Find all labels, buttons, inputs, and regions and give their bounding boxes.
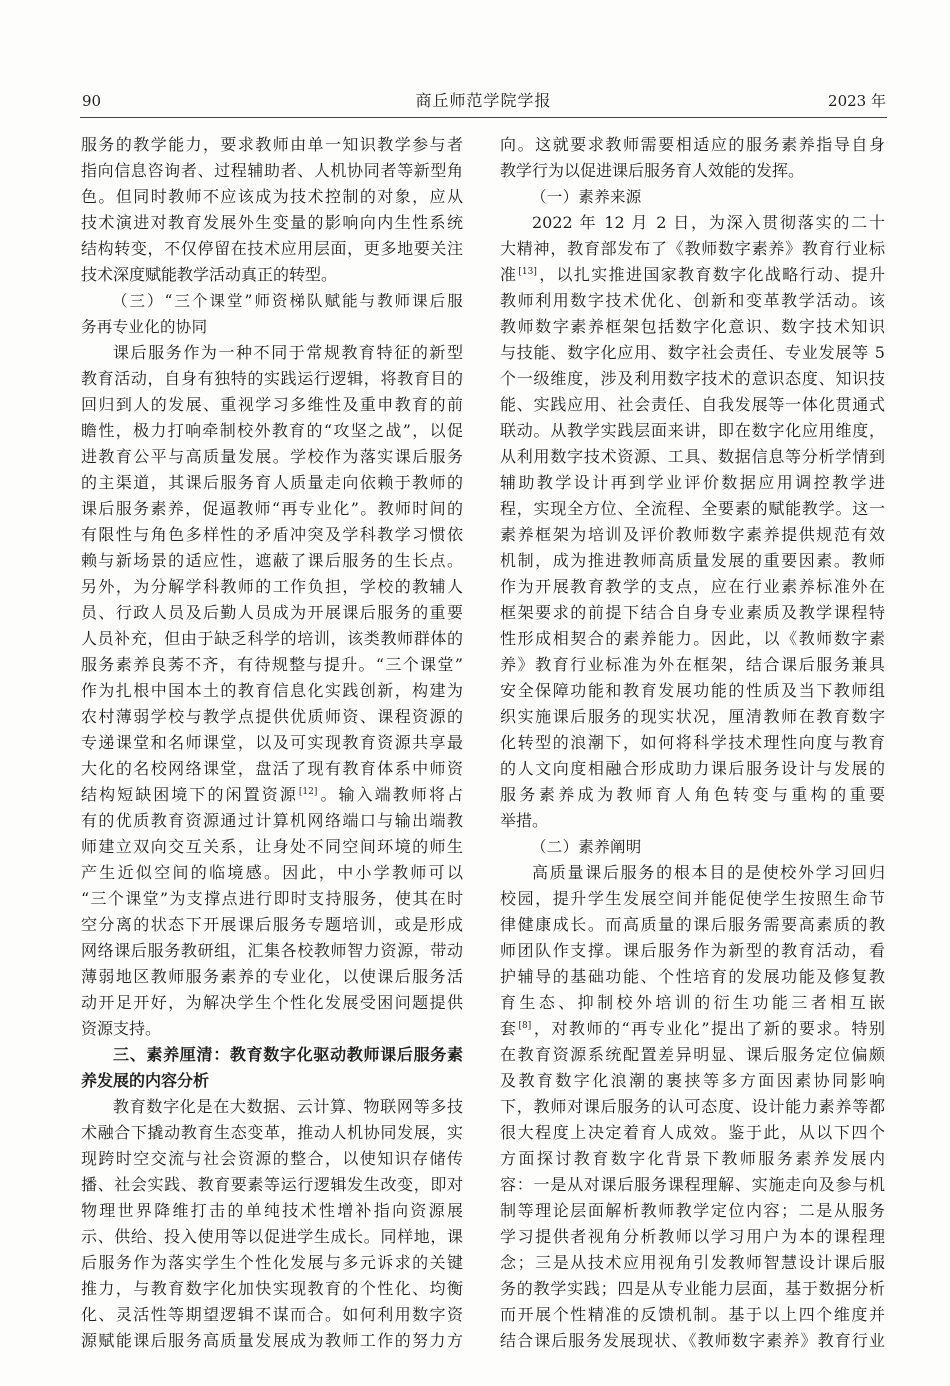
section-heading-line: 养发展的内容分析: [81, 1071, 210, 1090]
subsection-heading: [500, 834, 885, 860]
text-line: 及教育数字化浪潮的裹挟等多方面因素协同影响: [500, 1071, 885, 1090]
text-line: 的主渠道，其课后服务育人质量走向依赖于教师的: [81, 473, 463, 492]
text-line: 专递课堂和名师课堂，以及可实现教育资源共享最: [81, 733, 463, 752]
text-line: 空分离的状态下开展课后服务专题培训，或是形成: [81, 915, 463, 934]
text-line: 学习提供者视角分析教师以学习用户为本的课程理: [500, 1227, 885, 1246]
text-line: 而开展个性精准的反馈机制。基于以上四个维度并: [500, 1305, 885, 1324]
citation-superscript: [13]: [518, 267, 537, 277]
text-line: “三个课堂”为支撑点进行即时支持服务，使其在时: [81, 889, 463, 908]
paragraph: [500, 210, 885, 834]
text-line: 播、社会实践、教育要素等运行逻辑发生改变，即对: [81, 1175, 463, 1194]
publication-year: 2023 年: [828, 92, 886, 110]
text-line: 教学行为以促进课后服务育人效能的发挥。: [500, 161, 805, 180]
subsection-heading-line: （三）“三个课堂”师资梯队赋能与教师课后服: [112, 292, 463, 310]
text-line: 教师数字素养框架包括数字化意识、数字技术知识: [500, 317, 885, 336]
text-line: 结构转变，不仅停留在技术应用层面，更多地要关注: [81, 239, 463, 258]
text-segment: 准: [500, 265, 518, 284]
text-line: 在教育资源系统配置差异明显、课后服务定位偏颇: [500, 1045, 885, 1064]
text-line: 赖与新场景的适应性，遮蔽了课后服务的生长点。: [81, 551, 463, 570]
text-line: 课后服务作为一种不同于常规教育特征的新型: [113, 343, 463, 362]
text-line: 网络课后服务教研组，汇集各校教师智力资源，带动: [81, 941, 463, 960]
text-segment: 套: [500, 1019, 518, 1038]
text-line: [500, 262, 885, 288]
text-line: 后服务作为落实学生个性化发展与多元诉求的关键: [81, 1253, 463, 1272]
text-line: [81, 782, 463, 808]
text-line: 有的优质教育资源通过计算机网络端口与输出端教: [81, 811, 463, 830]
text-line: 人员补充，但由于缺乏科学的培训，该类教师群体的: [81, 629, 463, 648]
left-column: [81, 132, 463, 1354]
subsection-heading-line: （二）素养阐明: [531, 838, 642, 856]
paragraph: [81, 1094, 463, 1354]
text-line: 大化的名校网络课堂，盘活了现有教育体系中师资: [81, 759, 463, 778]
paragraph: [81, 132, 463, 288]
text-line: 程，实现全方位、全流程、全要素的赋能教学。这一: [500, 499, 885, 518]
text-line: 育生态、抑制校外培训的衍生功能三者相互嵌: [500, 993, 885, 1012]
text-line: 瞻性，极力打响牵制校外教育的“攻坚之战”，以促: [81, 421, 463, 440]
text-line: 员、行政人员及后勤人员成为开展课后服务的重要: [81, 603, 463, 622]
text-line: 师团队作支撑。课后服务作为新型的教育活动，看: [500, 941, 885, 960]
text-line: 现跨时空交流与社会资源的整合，以使知识存储传: [81, 1149, 463, 1168]
text-line: 进教育公平与高质量发展。学校作为落实课后服务: [81, 447, 463, 466]
text-segment: ，对教师的“再专业化”提出了新的要求。特别: [532, 1019, 885, 1038]
text-line: 律健康成长。而高质量的课后服务需要高素质的教: [500, 915, 885, 934]
text-line: 教师利用数字技术优化、创新和变革教学活动。该: [500, 291, 885, 310]
text-line: 另外，为分解学科教师的工作负担，学校的教辅人: [81, 577, 463, 596]
text-line: 作为扎根中国本土的教育信息化实践创新，构建为: [81, 681, 463, 700]
subsection-heading-line: （一）素养来源: [531, 188, 642, 206]
citation-superscript: [12]: [298, 787, 318, 797]
text-line: 大精神，教育部发布了《教师数字素养》教育行业标: [500, 239, 885, 258]
text-line: 化转型的浪潮下，如何将科学技术理性向度与教育: [500, 733, 885, 752]
text-line: [500, 1016, 885, 1042]
text-line: 服务素养成为教师育人角色转变与重构的重要: [500, 785, 885, 804]
text-line: 容：一是从对课后服务课程理解、实施走向及参与机: [500, 1175, 885, 1194]
text-line: 举措。: [500, 811, 549, 830]
text-line: 2022 年 12 月 2 日，为深入贯彻落实的二十: [532, 213, 885, 232]
section-heading-line: 三、素养厘清：教育数字化驱动教师课后服务素: [113, 1045, 463, 1064]
page-number: 90: [82, 92, 102, 110]
text-line: 推力，与教育数字化加快实现教育的个性化、均衡: [81, 1279, 463, 1298]
text-line: 制等理论层面解析教师教学定位内容；二是从服务: [500, 1201, 885, 1220]
text-line: 农村薄弱学校与教学点提供优质师资、课程资源的: [81, 707, 463, 726]
text-segment: ，以扎实推进国家教育数字化战略行动、提升: [537, 265, 885, 284]
text-line: 方面探讨教育数字化背景下教师服务素养发展内: [500, 1149, 885, 1168]
paragraph: [500, 132, 885, 184]
text-line: 产生近似空间的临境感。因此，中小学教师可以: [81, 863, 463, 882]
text-line: 术融合下撬动教育生态变革，推动人机协同发展，实: [81, 1123, 463, 1142]
text-line: 向。这就要求教师需要相适应的服务素养指导自身: [500, 135, 885, 154]
text-line: 课后服务素养，促逼教师“再专业化”。教师时间的: [81, 499, 463, 518]
text-line: 织实施课后服务的现实状况，厘清教师在教育数字: [500, 707, 885, 726]
running-header: [81, 88, 886, 114]
subsection-heading-line: 务再专业化的协同: [81, 318, 208, 336]
text-line: 源赋能课后服务高质量发展成为教师工作的努力方: [81, 1331, 463, 1350]
text-line: 技术演进对教育发展外生变量的影响向内生性系统: [81, 213, 463, 232]
text-line: 物理世界降维打击的单纯技术性增补指向资源展: [81, 1201, 463, 1220]
subsection-heading: [500, 184, 885, 210]
text-line: 指向信息咨询者、过程辅助者、人机协同者等新型角: [81, 161, 463, 180]
journal-title: 商丘师范学院学报: [415, 91, 552, 110]
text-line: 机制，成为推进教师高质量发展的重要因素。教师: [500, 551, 885, 570]
citation-superscript: [8]: [518, 1021, 532, 1031]
text-line: 高质量课后服务的根本目的是使校外学习回归: [532, 863, 885, 882]
text-line: 教育数字化是在大数据、云计算、物联网等多技: [113, 1097, 463, 1116]
text-line: 回归到人的发展、重视学习多维性及重申教育的前: [81, 395, 463, 414]
text-line: 素养框架为培训及评价教师数字素养提供规范有效: [500, 525, 885, 544]
text-line: 联动。从教学实践层面来讲，即在数字化应用维度，: [500, 421, 885, 440]
text-line: 校园，提升学生发展空间并能促使学生按照生命节: [500, 889, 885, 908]
right-column: [500, 132, 885, 1354]
text-line: 念；三是从技术应用视角引发教师智慧设计课后服: [500, 1253, 885, 1272]
text-line: 辅助教学设计再到学业评价数据应用调控教学进: [500, 473, 885, 492]
paragraph: [81, 340, 463, 1042]
header-divider: [80, 117, 887, 118]
text-line: 薄弱地区教师服务素养的专业化，以使课后服务活: [81, 967, 463, 986]
text-line: 养》教育行业标准为外在框架，结合课后服务兼具: [500, 655, 885, 674]
text-segment: 。输入端教师将占: [318, 785, 463, 804]
subsection-heading: [81, 288, 463, 340]
text-line: 动开足开好，为解决学生个性化发展受困问题提供: [81, 993, 463, 1012]
text-line: 从利用数字技术资源、工具、数据信息等分析学情到: [500, 447, 885, 466]
text-segment: 结构短缺困境下的闲置资源: [81, 785, 298, 804]
text-line: 能、实践应用、社会责任、自我发展等一体化贯通式: [500, 395, 885, 414]
text-line: 有限性与角色多样性的矛盾冲突及学科教学习惯依: [81, 525, 463, 544]
text-line: 教育活动，自身有独特的实践运行逻辑，将教育目的: [81, 369, 463, 388]
text-line: 的人文向度相融合形成助力课后服务设计与发展的: [500, 759, 885, 778]
text-line: 性形成相契合的素养能力。因此，以《教师数字素: [500, 629, 885, 648]
text-line: 服务的教学能力，要求教师由单一知识教学参与者: [81, 135, 463, 154]
text-line: 色。但同时教师不应该成为技术控制的对象，应从: [81, 187, 463, 206]
text-line: 下，教师对课后服务的认可态度、设计能力素养等都: [500, 1097, 885, 1116]
text-line: 务的教学实践；四是从专业能力层面，基于数据分析: [500, 1279, 885, 1298]
text-line: 结合课后服务发展现状、《教师数字素养》教育行业: [500, 1331, 885, 1350]
text-line: 师建立双向交互关系，让身处不同空间环境的师生: [81, 837, 463, 856]
text-line: 资源支持。: [81, 1019, 162, 1038]
text-line: 示、供给、投入使用等以促进学生成长。同样地，课: [81, 1227, 463, 1246]
text-line: 个一级维度，涉及利用数字技术的意识态度、知识技: [500, 369, 885, 388]
text-line: 安全保障功能和教育发展功能的性质及当下教师组: [500, 681, 885, 700]
text-line: 技术深度赋能教学活动真正的转型。: [81, 265, 338, 284]
text-line: 与技能、数字化应用、数字社会责任、专业发展等 5: [500, 343, 885, 362]
text-line: 作为开展教育教学的支点，应在行业素养标准外在: [500, 577, 885, 596]
text-line: 护辅导的基础功能、个性培育的发展功能及修复教: [500, 967, 885, 986]
text-line: 很大程度上决定着育人成效。鉴于此，从以下四个: [500, 1123, 885, 1142]
text-line: 服务素养良莠不齐，有待规整与提升。“三个课堂”: [81, 655, 463, 674]
paragraph: [500, 860, 885, 1354]
text-line: 框架要求的前提下结合自身专业素质及教学课程特: [500, 603, 885, 622]
section-heading: [81, 1042, 463, 1094]
text-line: 化、灵活性等期望逻辑不谋而合。如何利用数字资: [81, 1305, 463, 1324]
